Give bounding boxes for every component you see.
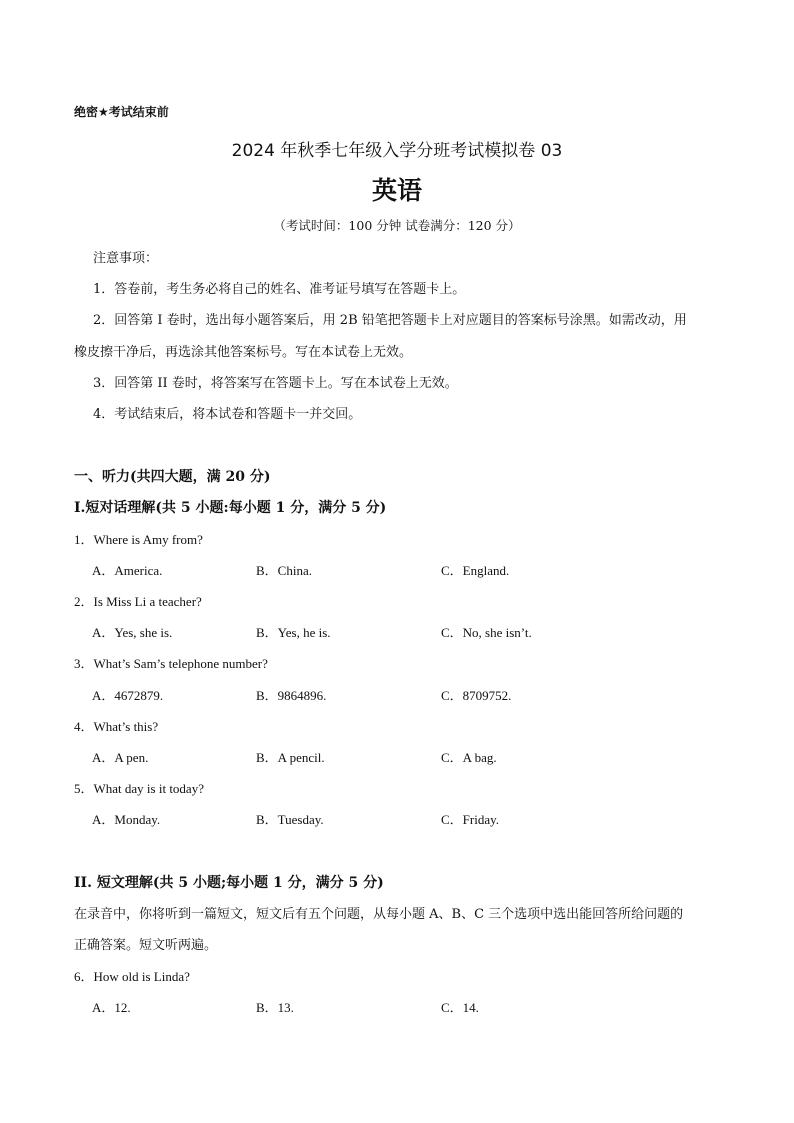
question-text: 2．Is Miss Li a teacher? bbox=[74, 594, 202, 609]
option-b: B．A pencil. bbox=[256, 750, 325, 765]
exam-title: 2024 年秋季七年级入学分班考试模拟卷 03 bbox=[231, 141, 563, 161]
option-b: B．13. bbox=[256, 1000, 294, 1015]
subject-title: 英语 bbox=[371, 176, 422, 205]
question-options bbox=[92, 560, 712, 578]
question-options bbox=[92, 747, 712, 765]
note-item: 4．考试结束后，将本试卷和答题卡一并交回。 bbox=[93, 407, 362, 422]
option-c: C．14. bbox=[441, 1000, 479, 1015]
option-a: A．A pen. bbox=[92, 750, 149, 765]
option-c: C．A bag. bbox=[441, 750, 497, 765]
question-options bbox=[92, 622, 712, 640]
option-a: A．America. bbox=[92, 563, 163, 578]
option-a: A．Yes, she is. bbox=[92, 625, 173, 640]
note-item: 1．答卷前，考生务必将自己的姓名、准考证号填写在答题卡上。 bbox=[93, 282, 466, 297]
question-text: 5．What day is it today? bbox=[74, 781, 204, 796]
part-description: 在录音中，你将听到一篇短文，短文后有五个问题，从每小题 A、B、C 三个选项中选出能回答所给问题的 bbox=[74, 907, 684, 922]
part-heading: II. 短文理解(共 5 小题;每小题 1 分，满分 5 分) bbox=[74, 875, 384, 891]
option-c: C．England. bbox=[441, 563, 510, 578]
question-options bbox=[92, 997, 712, 1015]
question-options bbox=[92, 809, 712, 827]
option-b: B．9864896. bbox=[256, 688, 327, 703]
option-b: B．Tuesday. bbox=[256, 812, 324, 827]
note-item: 橡皮擦干净后，再选涂其他答案标号。写在本试卷上无效。 bbox=[74, 345, 413, 360]
part-description: 正确答案。短文听两遍。 bbox=[74, 938, 218, 953]
option-a: A．12. bbox=[92, 1000, 131, 1015]
option-c: C．Friday. bbox=[441, 812, 500, 827]
note-item: 3．回答第 II 卷时，将答案写在答题卡上。写在本试卷上无效。 bbox=[93, 376, 458, 391]
exam-info: （考试时间：100 分钟 试卷满分：120 分） bbox=[273, 218, 521, 233]
option-b: B．Yes, he is. bbox=[256, 625, 331, 640]
option-a: A．4672879. bbox=[92, 688, 164, 703]
option-a: A．Monday. bbox=[92, 812, 161, 827]
option-c: C．8709752. bbox=[441, 688, 512, 703]
part-heading: Ⅰ.短对话理解(共 5 小题:每小题 1 分，满分 5 分) bbox=[74, 500, 387, 516]
question-text: 1．Where is Amy from? bbox=[74, 532, 203, 547]
question-text: 4．What’s this? bbox=[74, 719, 159, 734]
note-item: 2．回答第 I 卷时，选出每小题答案后，用 2B 铅笔把答题卡上对应题目的答案标号涂黑。如需改动，用 bbox=[93, 313, 687, 328]
secret-label: 绝密★考试结束前 bbox=[74, 105, 169, 119]
question-text: 3．What’s Sam’s telephone number? bbox=[74, 656, 268, 671]
notes-heading: 注意事项： bbox=[93, 251, 159, 266]
section-heading: 一、听力(共四大题，满 20 分) bbox=[74, 469, 271, 485]
option-c: C．No, she isn’t. bbox=[441, 625, 532, 640]
question-text: 6．How old is Linda? bbox=[74, 969, 190, 984]
question-options bbox=[92, 685, 712, 703]
option-b: B．China. bbox=[256, 563, 312, 578]
